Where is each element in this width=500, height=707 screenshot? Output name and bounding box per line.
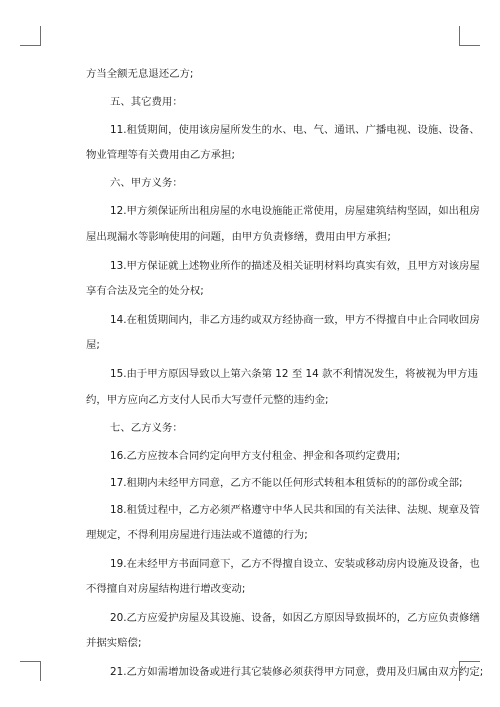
clause-14-cont: 屋;	[86, 339, 100, 351]
clause-16: 16.乙方应按本合同约定向甲方支付租金、押金和各项约定费用;	[110, 450, 401, 462]
clause-13: 13.甲方保证就上述物业所作的描述及相关证明材料均真实有效，且甲方对该房屋	[110, 260, 480, 272]
clause-17: 17.租期内未经甲方同意，乙方不能以任何形式转租本租赁标的的部份或全部;	[110, 477, 463, 489]
crop-mark-top-right-h	[459, 45, 480, 46]
section-heading: 七、乙方义务：	[110, 422, 183, 434]
text-line: 方当全额无息退还乙方;	[86, 68, 194, 80]
crop-mark-top-right-v	[459, 26, 460, 46]
clause-19-cont: 不得擅自对房屋结构进行增改变动;	[86, 583, 246, 595]
clause-11: 11.租赁期间，使用该房屋所发生的水、电、气、通讯、广播电视、设施、设备、	[110, 124, 480, 136]
clause-18-cont: 理规定，不得利用房屋进行违法或不道德的行为;	[86, 529, 308, 541]
crop-mark-bottom-left-v	[40, 661, 41, 681]
clause-12: 12.甲方须保证所出租房屋的水电设施能正常使用，房屋建筑结构坚固，如出租房	[110, 205, 480, 217]
clause-20: 20.乙方应爱护房屋及其设施、设备，如因乙方原因导致损坏的，乙方应负责修缮	[110, 612, 480, 624]
section-heading: 五、其它费用：	[110, 96, 183, 108]
clause-14: 14.在租赁期间内，非乙方违约或双方经协商一致，甲方不得擅自中止合同收回房	[110, 314, 480, 326]
clause-11-cont: 物业管理等有关费用由乙方承担;	[86, 149, 235, 161]
clause-20-cont: 并据实赔偿;	[86, 637, 142, 649]
clause-13-cont: 享有合法及完全的处分权;	[86, 285, 204, 297]
crop-mark-top-left-h	[20, 45, 41, 46]
section-heading: 六、甲方义务：	[110, 177, 183, 189]
crop-mark-bottom-left-h	[20, 661, 41, 662]
clause-12-cont: 屋出现漏水等影响使用的问题，由甲方负责修缮，费用由甲方承担;	[86, 231, 391, 243]
clause-15: 15.由于甲方原因导致以上第六条第 12 至 14 款不利情况发生，将被视为甲方违	[110, 368, 478, 380]
clause-19: 19.在未经甲方书面同意下，乙方不得擅自设立、安装或移动房内设施及设备，也	[110, 558, 480, 570]
clause-21: 21.乙方如需增加设备或进行其它装修必须获得甲方同意，费用及归属由双方约定;	[110, 666, 484, 678]
clause-18: 18.租赁过程中，乙方必须严格遵守中华人民共和国的有关法律、法规、规章及管	[110, 504, 480, 516]
crop-mark-top-left-v	[40, 26, 41, 46]
clause-15-cont: 约，甲方应向乙方支付人民币大写壹仟元整的违约金;	[86, 394, 329, 406]
